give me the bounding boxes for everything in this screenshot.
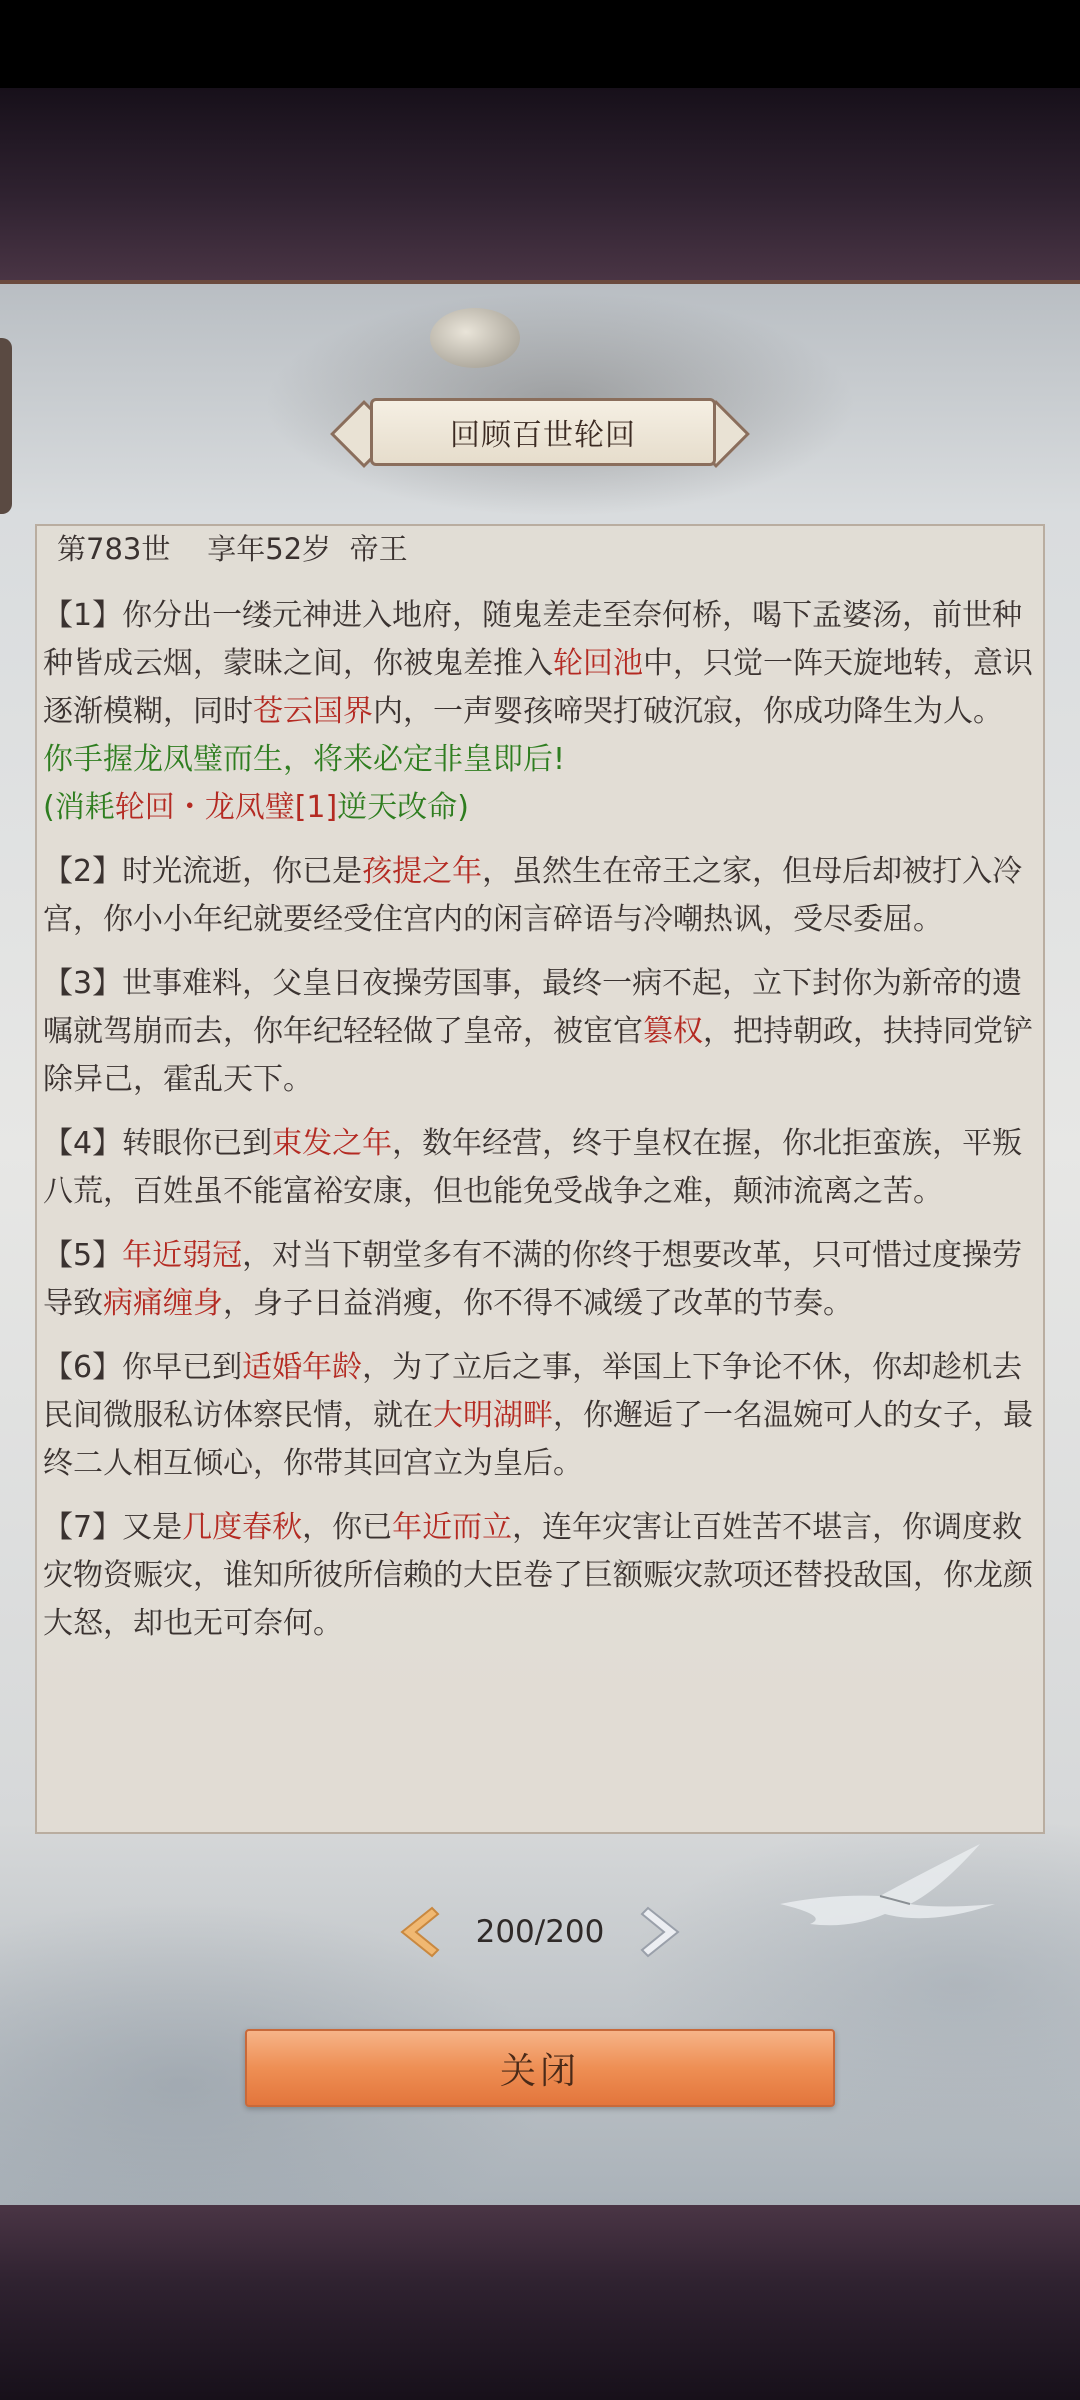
story-entry bbox=[43, 1344, 1041, 1488]
entry-text: ，为了立后之事，举国上下争论不休，你却趁机去民间微服私访体察民情，就在 bbox=[43, 1350, 1023, 1433]
chevron-left-icon[interactable] bbox=[392, 1904, 448, 1960]
entry-text: 中，只觉一阵天旋地转，意识逐渐模糊，同时 bbox=[43, 646, 1033, 729]
highlight-keyword: 病痛缠身 bbox=[103, 1286, 223, 1321]
dialog-title: 回顾百世轮回 bbox=[450, 418, 636, 453]
item-name: 轮回・龙凤璧[1] bbox=[114, 790, 338, 825]
story-entry bbox=[43, 1504, 1041, 1648]
fate-note-text: (消耗 bbox=[43, 790, 115, 825]
entry-text: ，你邂逅了一名温婉可人的女子，最终二人相互倾心，你带其回宫立为皇后。 bbox=[43, 1398, 1033, 1481]
fate-note-text: 你手握龙凤璧而生，将来必定非皇即后! bbox=[43, 742, 566, 777]
entry-text: ，把持朝政，扶持同党铲除异己，霍乱天下。 bbox=[43, 1014, 1033, 1097]
highlight-keyword: 几度春秋 bbox=[182, 1510, 303, 1545]
fate-note-text: 逆天改命) bbox=[337, 790, 469, 825]
highlight-keyword: 束发之年 bbox=[272, 1126, 393, 1161]
entry-text: ，身子日益消瘦，你不得不减缓了改革的节奏。 bbox=[223, 1286, 853, 1321]
side-tab[interactable] bbox=[0, 338, 12, 514]
close-button-label: 关闭 bbox=[499, 2050, 580, 2092]
entry-text: 【2】时光流逝，你已是 bbox=[43, 854, 363, 889]
chevron-right-icon[interactable] bbox=[632, 1904, 688, 1960]
highlight-keyword: 苍云国界 bbox=[253, 694, 373, 729]
top-frame-band bbox=[0, 88, 1080, 284]
life-age: 享年52岁 bbox=[207, 532, 332, 566]
highlight-keyword: 年近而立 bbox=[392, 1510, 513, 1545]
pager bbox=[390, 1896, 690, 1968]
fate-note bbox=[43, 736, 1041, 784]
life-identity: 帝王 bbox=[349, 532, 408, 566]
fate-note bbox=[43, 784, 1041, 832]
entry-text: ，你已 bbox=[302, 1510, 393, 1545]
highlight-keyword: 年近弱冠 bbox=[122, 1238, 243, 1273]
bottom-frame-band bbox=[0, 2205, 1080, 2400]
close-button[interactable] bbox=[245, 2029, 835, 2107]
story-entry bbox=[43, 960, 1041, 1104]
entry-text: 【3】世事难料，父皇日夜操劳国事，最终一病不起，立下封你为新帝的遗嘱就驾崩而去，你年纪轻轻做了皇帝，被宦官 bbox=[43, 966, 1023, 1049]
story-entry bbox=[43, 592, 1041, 736]
crane-icon bbox=[770, 1834, 1000, 1954]
life-number: 第783世 bbox=[57, 532, 171, 566]
highlight-keyword: 轮回池 bbox=[553, 646, 643, 681]
entry-text: 【1】你分出一缕元神进入地府，随鬼差走至奈何桥，喝下孟婆汤，前世种种皆成云烟，蒙昧之间，你被鬼差推入 bbox=[43, 598, 1023, 681]
moon-decoration bbox=[430, 308, 520, 368]
lifetime-review-dialog bbox=[0, 284, 1080, 2205]
highlight-keyword: 篡权 bbox=[643, 1014, 703, 1049]
entry-text: ，对当下朝堂多有不满的你终于想要改革，只可惜过度操劳导致 bbox=[43, 1238, 1023, 1321]
entry-text: 【7】又是 bbox=[43, 1510, 183, 1545]
story-entry bbox=[43, 848, 1041, 944]
entry-text: 【4】转眼你已到 bbox=[43, 1126, 273, 1161]
entry-text: ，数年经营，终于皇权在握，你北拒蛮族，平叛八荒，百姓虽不能富裕安康，但也能免受战争之难，颠沛流离之苦。 bbox=[43, 1126, 1023, 1209]
entry-text: ，连年灾害让百姓苦不堪言，你调度救灾物资赈灾，谁知所彼所信赖的大臣卷了巨额赈灾款项还替投敌国，你龙颜大怒，却也无可奈何。 bbox=[43, 1510, 1033, 1641]
entry-text: 【6】你早已到 bbox=[43, 1350, 243, 1385]
entry-text: 内，一声婴孩啼哭打破沉寂，你成功降生为人。 bbox=[373, 694, 1003, 729]
life-header bbox=[43, 526, 1041, 572]
highlight-keyword: 适婚年龄 bbox=[242, 1350, 363, 1385]
log-content bbox=[43, 526, 1041, 1648]
title-plaque bbox=[332, 396, 748, 466]
entry-text: 【5】 bbox=[43, 1238, 123, 1273]
entry-text: ，虽然生在帝王之家，但母后却被打入冷宫，你小小年纪就要经受住宫内的闲言碎语与冷嘲热讽，受尽委屈。 bbox=[43, 854, 1023, 937]
title-banner bbox=[370, 398, 716, 466]
story-entry bbox=[43, 1232, 1041, 1328]
log-scroll-panel[interactable] bbox=[35, 524, 1045, 1834]
highlight-keyword: 大明湖畔 bbox=[433, 1398, 553, 1433]
story-entry bbox=[43, 1120, 1041, 1216]
status-bar bbox=[0, 0, 1080, 88]
highlight-keyword: 孩提之年 bbox=[362, 854, 483, 889]
page-indicator: 200/200 bbox=[475, 1914, 605, 1950]
